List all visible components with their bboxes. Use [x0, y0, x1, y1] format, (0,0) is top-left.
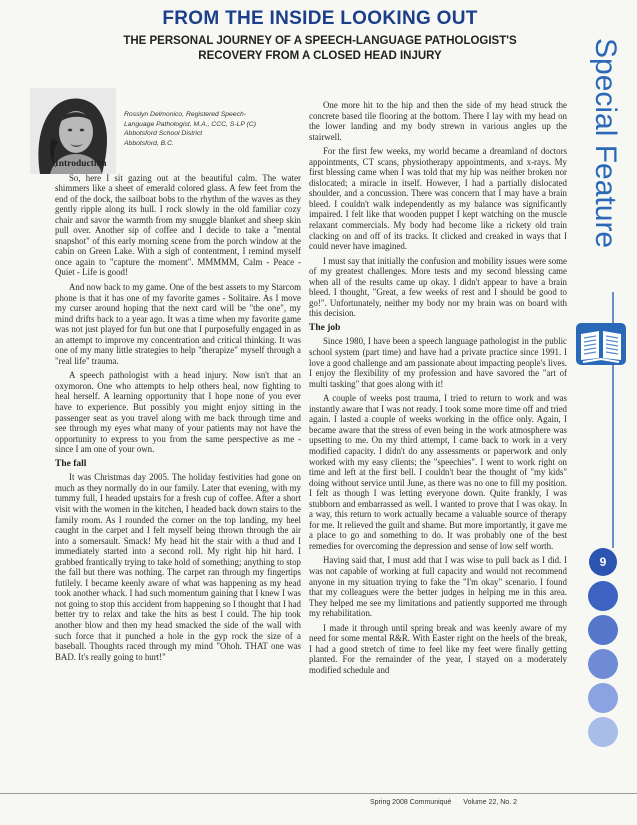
paragraph: It was Christmas day 2005. The holiday festivities had gone on much as they normally do in our family. Later that evening, with my tummy full, I headed upstairs for a fresh cup of coffee. After a short visit with the women in the kitchen, I headed back down stairs to the family room. As I rounded the corner on the top landing, my heel caught in the carpet and I felt myself being thrown through the air into a somersault. Smack! My head hit the stair with a thud and I immediately started into a second roll. My right hip hit hard. I grabbed frantically trying to take hold of something; anything to stop the fall but there was nothing. The carpet ran through my fingertips futilely. I became keenly aware of what was happening as my head took another whack. I had such momentum gaining that I knew I was not going to stop this accident from happening so I thought that I had better try to relax and take the hits as best I could. The hip took another blow and then my head smacked the side of the wall with such force that it punched a hole in the gyp rock the size of a baseball. Thoughts raced through my mind "Ohoh. THAT one was BAD. It's really going to hurt!" — [55, 472, 301, 662]
paragraph: I must say that initially the confusion and mobility issues were some of my greatest challenges. More tests and my second blessing came when all of the results came up okay. I didn't appear to have a brain bleed. I thought, "Great, a few weeks of rest and I should be good to go!". Unfortunately, neither my body nor my brain was on board with this decision. — [309, 255, 567, 319]
author-place: Abbotsford, B.C. — [124, 139, 174, 147]
heading-introduction: Introduction — [55, 159, 107, 169]
left-column — [55, 159, 301, 666]
page-number-badge: 9 — [589, 548, 617, 576]
decorative-dot — [588, 717, 618, 747]
author-info — [124, 110, 299, 148]
footer-issue: Spring 2008 Communiqué — [370, 799, 452, 806]
right-column — [309, 100, 567, 679]
paragraph: One more hit to the hip and then the side of my head struck the concrete based tile flooring at the bottom. There I lay with my head on the lower landing and my body strewn in various angles up the stairwell. — [309, 100, 567, 142]
paragraph: I made it through until spring break and was keenly aware of my need for some mental R&R. With Easter right on the heels of the break, I had a good stretch of time to feel like my feet were finally getting planted. For the remainder of the year, I stayed on a moderately modified schedule and — [309, 622, 567, 675]
heading-the-fall: The fall — [55, 458, 87, 469]
subtitle-line-2: RECOVERY FROM A CLOSED HEAD INJURY — [198, 50, 442, 62]
author-org: Abbotsford School District — [124, 130, 203, 137]
open-book-icon — [575, 322, 627, 366]
heading-the-job: The job — [309, 322, 341, 333]
section-label-text: Special Feature — [589, 38, 622, 249]
footer-rule — [0, 793, 637, 794]
article-subtitle — [70, 34, 570, 64]
paragraph: A couple of weeks post trauma, I tried to return to work and was instantly aware that I was not ready. I took some more time off and tried again. I lasted a couple of weeks working in the office only. Again, I became aware that the stress of even being in the work atmosphere was upsetting to me. On my third attempt, I came back to work in a very modified capacity. I didn't do any assessments or paperwork and only worked with my easy clients; the "speechies". I went to work right on time and left at the first bell. I couldn't bear the thought of "my kids" doing without service until June, as there was no one to fill my position. I felt as though I was letting everyone down. Quite frankly, I was stubborn and embarrassed as well. I wanted to prove that I was okay. In a way, this return to work actually became a valuable source of therapy for me. It relieved the guilt and shame. But more importantly, it gave me a place to go and something to do. It was probably one of the best remedies for overcoming the depression and sense of low self worth. — [309, 393, 567, 551]
decorative-dot — [588, 683, 618, 713]
decorative-dot — [588, 581, 618, 611]
paragraph: Since 1980, I have been a speech language pathologist in the public school system (part time) and have had a private practice since 1991. I love a good challenge and am passionate about impacting people's lives. I enjoy the flexibility of my profession and have savored the "art of multi tasking" that goes along with it! — [309, 336, 567, 389]
paragraph: A speech pathologist with a head injury. Now isn't that an oxymoron. One who attempts to help others heal, now fighting to heal herself. A learning opportunity that I hope none of you ever have to experience. But possibly you might enjoy sitting in the passenger seat as you travel along with me back through time and see through my eyes what many of your patients may not have the opportunity to express to you from the same perspective as me - since I am one of your own. — [55, 370, 301, 455]
article-title: FROM THE INSIDE LOOKING OUT — [162, 8, 478, 29]
section-label — [582, 36, 632, 286]
paragraph: So, here I sit gazing out at the beautiful calm. The water shimmers like a sheet of emerald colored glass. A few feet from the end of the dock, the sailboat bobs to the rhythm of the waves as they gently ripple along its hull. I rock slowly in the old familiar cozy chair and savor the warmth from my snuggle blanket and sheep skin pull over. Another sip of coffee and I decide to take a "mental snapshot" of this early morning scene from the porch window at the cabin on Green Lake. With a sigh of contentment, I remind myself once again to "capture the moment". MMMMM, Calm - Peace - Quiet - Life is good! — [55, 172, 301, 278]
paragraph: For the first few weeks, my world became a dreamland of doctors appointments, CT scans, physiotherapy appointments, and x-rays. My first blessing came when I was told that my hip was neither broken nor dislocated; a miracle in itself. However, I had a partially dislocated shoulder, and a concussion. There was concern that I may have a brain bleed. I couldn't walk independently as my balance was significantly impaired. I felt like that wooden puppet I kept watching on the muscle relaxant commercials. My body had become like a rickety old train clacking on and off of its tracks. It clicked and creaked in ways that I could never have imagined. — [309, 146, 567, 252]
decorative-dot — [588, 615, 618, 645]
author-name: Rosslyn Delmonico, Registered Speech- — [124, 111, 247, 118]
decorative-dot — [588, 649, 618, 679]
footer-volume: Volume 22, No. 2 — [463, 799, 517, 806]
paragraph: Having said that, I must add that I was wise to pull back as I did. I was not capable of working at full capacity and would not recommend anyone in my situation trying to fake the "I'm okay" scenario. I found that my colleagues were the better judges in helping me in this area. They helped me see my limitations and patiently supported me through my rehabilitation. — [309, 555, 567, 619]
paragraph: And now back to my game. One of the best assets to my Starcom phone is that it has one of my favorite games - Solitaire. As I move my curser around hoping that the next card will be "the one", my mind drifts back to a year ago. It was a time when my favorite game was not just played for fun but one that I purposefully engaged in as an attempt to improve my concentration and critical thinking. It was one of my many little strategies to help "therapize" myself through a "real life" trauma. — [55, 282, 301, 366]
author-role: Language Pathologist, M.A., CCC, S-LP (C) — [124, 120, 256, 128]
footer — [370, 799, 610, 806]
subtitle-line-1: THE PERSONAL JOURNEY OF A SPEECH-LANGUAGE PATHOLOGIST'S — [123, 35, 517, 47]
